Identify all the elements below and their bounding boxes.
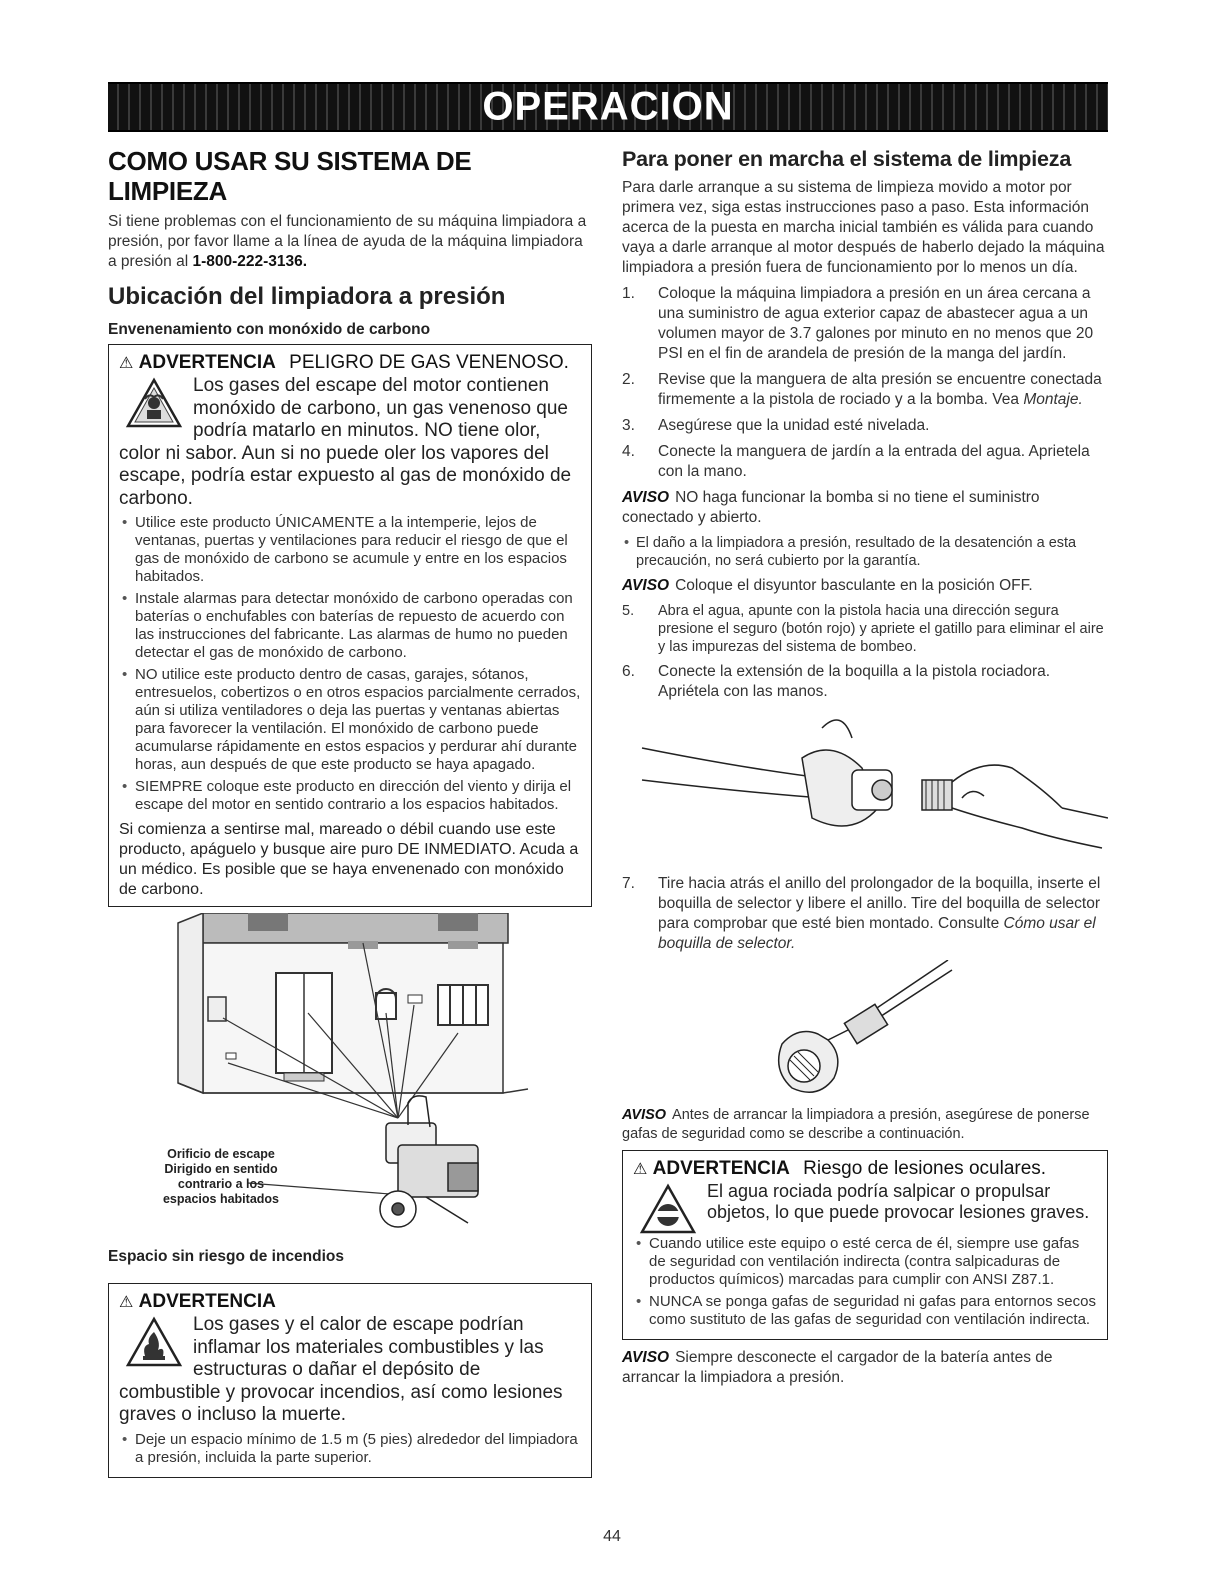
house-caption-line: Orificio de escape [167,1147,275,1161]
nozzle-illustration [622,960,1108,1100]
notice-text: Siempre desconecte el cargador de la batería antes de arrancar la limpiadora a presión. [622,1349,1053,1386]
list-item [622,602,1108,656]
list-item: • Deje un espacio mínimo de 1.5 m (5 pies) alrededor del limpiadora a presión, incluida la parte superior. [119,1431,581,1467]
list-item: • SIEMPRE coloque este producto en dirección del viento y dirija el escape del motor en sentido contrario a los espacios habitados. [119,778,581,814]
list-item: • Utilice este producto ÚNICAMENTE a la intemperie, lejos de ventanas, puertas y ventilaciones para reducir el riesgo de que el gas de monóxido de carbono se acumule y entre en los espacios habitados. [119,514,581,586]
notice-4 [622,1348,1108,1388]
step-text: Conecte la extensión de la boquilla a la pistola rociadora. Apriétela con las manos. [658,663,1051,700]
list-item [622,442,1108,482]
list-item: • NUNCA se ponga gafas de seguridad ni gafas para entornos secos como sustituto de las gafas de seguridad con ventilación indirecta. [633,1293,1097,1329]
step-text: Abra el agua, apunte con la pistola hacia una dirección segura presione el seguro (botón rojo) y apriete el gatillo para eliminar el aire y las impurezas del sistema de bombeo. [658,603,1104,655]
fire-warning-label: ADVERTENCIA [138,1291,276,1312]
steps-list-c [622,874,1108,954]
house-illustration [108,913,592,1243]
house-caption-line: Dirigido en sentido [164,1162,278,1176]
location-heading: Ubicación del limpiadora a presión [108,283,506,310]
right-column [622,146,1108,1394]
fire-heading: Espacio sin riesgo de incendios [108,1248,345,1265]
notice-1 [622,488,1108,528]
nozzle-drawing [622,960,1108,1100]
co-heading: Envenenamiento con monóxido de carbono [108,321,431,338]
co-warning-body: Los gases del escape del motor contienen monóxido de carbono, un gas venenoso que podría matarlo en minutos. NO tiene olor, color ni sabor. Aun si no puede oler los vapores del escape, podría estar expuesto al gas de monóxido de carbono. [119,375,572,509]
list-item: • NO utilice este producto dentro de casas, garajes, sótanos, entresuelos, cobertizos o en otros espacios parcialmente cerrados, aún si utiliza ventiladores o deja las puertas y ventanas abiertas para favorecer la ventilación. El monóxido de carbono puede acumularse rápidamente en estos espacios y perdurar ahí durante horas, aun después de que este producto se haya apagado. [119,666,581,774]
list-item [622,284,1108,364]
step-text: Coloque la máquina limpiadora a presión en un área cercana a una suministro de agua exterior capaz de abastecer agua a un volumen mayor de 3.7 galones por minuto en no menos que 20 PSI en el fin de arandela de presión de la manga del jardín. [658,285,1094,362]
step-number: 5. [622,603,635,619]
fire-warning-list [119,1431,581,1467]
fire-warning-box [108,1283,592,1478]
step-text: Tire hacia atrás el anillo del prolongador de la boquilla, inserte el boquilla de selector y libere el anillo. Tire del boquilla de selector para comprobar que esté bien montado. Consulte [658,875,1101,932]
helpline-text: Si tiene problemas con el funcionamiento de su máquina limpiadora a presión, por favor llame a la línea de ayuda de la máquina limpiadora a presión al [108,213,587,270]
section-banner [108,82,1108,132]
step-reference: Cómo usar el boquilla de selector. [658,915,1096,952]
step-number: 2. [622,371,635,388]
eye-warning-label: ADVERTENCIA [652,1158,790,1179]
step-number: 1. [622,285,635,302]
step-number: 3. [622,417,635,434]
list-item: • Instale alarmas para detectar monóxido de carbono operadas con baterías o enchufables con baterías de repuesto de acuerdo con las instrucciones del fabricante. Las alarmas de humo no pueden detectar el gas de monóxido de carbono. [119,590,581,662]
house-caption-line: contrario a los [177,1177,265,1191]
co-warning-list [119,514,581,814]
notice-keyword: AVISO [622,1107,667,1123]
notice-keyword: AVISO [622,489,670,506]
warning-triangle-icon: ⚠ [119,355,134,372]
list-item [622,662,1108,702]
warning-triangle-icon: ⚠ [119,1294,134,1311]
notice-1-bullets [622,534,1108,570]
list-item: • El daño a la limpiadora a presión, resultado de la desatención a esta precaución, no será cubierto por la garantía. [622,534,1108,570]
notice-2 [622,576,1108,596]
house-caption [126,1147,316,1207]
step-text: Asegúrese que la unidad esté nivelada. [658,417,930,434]
step-number: 4. [622,443,635,460]
notice-text: NO haga funcionar la bomba si no tiene el suministro conectado y abierto. [622,489,1040,526]
startup-intro: Para darle arranque a su sistema de limpieza movido a motor por primera vez, siga estas instrucciones paso a paso. Esta información acerca de la puesta en marcha inicial también es válida para cuando vaya a darle arranque al motor después de haberlo dejado la máquina limpiadora a presión fuera de funcionamiento por lo menos un día. [622,179,1105,276]
list-item [622,370,1108,410]
notice-keyword: AVISO [622,577,670,594]
step-text: Conecte la manguera de jardín a la entrada del agua. Aprietela con la mano. [658,443,1090,480]
notice-keyword: AVISO [622,1349,670,1366]
eye-warning-list [633,1235,1097,1329]
step-text: Revise que la manguera de alta presión se encuentre conectada firmemente a la pistola de rociado y a la bomba. Vea [658,371,1102,408]
banner-title: OPERACION [482,84,734,129]
spray-gun-drawing [622,708,1108,868]
main-title: COMO USAR SU SISTEMA DE LIMPIEZA [108,146,472,206]
co-warning-header [119,351,581,375]
helpline-intro [108,212,592,272]
notice-text: Coloque el disyuntor basculante en la posición OFF. [675,577,1033,594]
warning-triangle-icon: ⚠ [633,1161,648,1178]
eye-warning-header [633,1157,1097,1181]
notice-text: Antes de arrancar la limpiadora a presión, asegúrese de ponerse gafas de seguridad como se describe a continuación. [622,1107,1090,1142]
list-item: • Cuando utilice este equipo o esté cerca de él, siempre use gafas de seguridad con ventilación indirecta (contra salpicaduras de productos químicos) marcadas para cumplir con ANSI Z87.1. [633,1235,1097,1289]
steps-list-b [622,602,1108,702]
co-warning-box [108,344,592,907]
co-warning-label: ADVERTENCIA [138,352,276,373]
eye-warning-box [622,1150,1108,1340]
step-number: 6. [622,663,635,680]
house-caption-line: espacios habitados [162,1192,279,1206]
notice-3 [622,1106,1108,1144]
co-warning-head: PELIGRO DE GAS VENENOSO. [289,352,569,373]
spray-gun-illustration [622,708,1108,868]
page-number: 44 [603,1528,621,1545]
eye-hazard-icon [639,1183,697,1235]
co-warning-tail: Si comienza a sentirse mal, mareado o débil cuando use este producto, apáguelo y busque aire puro DE INMEDIATO. Acuda a un médico. Es posible que se haya envenenado con monóxido de carbono. [119,821,579,898]
fire-hazard-icon [125,1316,183,1368]
step-number: 7. [622,875,635,892]
list-item [622,874,1108,954]
gas-hazard-icon [125,377,183,429]
eye-warning-head: Riesgo de lesiones oculares. [803,1158,1047,1179]
eye-warning-body: El agua rociada podría salpicar o propulsar objetos, lo que puede provocar lesiones graves. [707,1181,1090,1222]
fire-warning-header [119,1290,581,1314]
list-item [622,416,1108,436]
startup-heading: Para poner en marcha el sistema de limpieza [622,147,1072,171]
left-column [108,146,592,1478]
helpline-phone: 1-800-222-3136. [192,253,308,270]
steps-list-a [622,284,1108,482]
fire-warning-body: Los gases y el calor de escape podrían inflamar los materiales combustibles y las estructuras o dañar el depósito de combustible y provocar incendios, así como lesiones graves o incluso la muerte. [119,1314,563,1425]
step-reference: Montaje. [1023,391,1083,408]
